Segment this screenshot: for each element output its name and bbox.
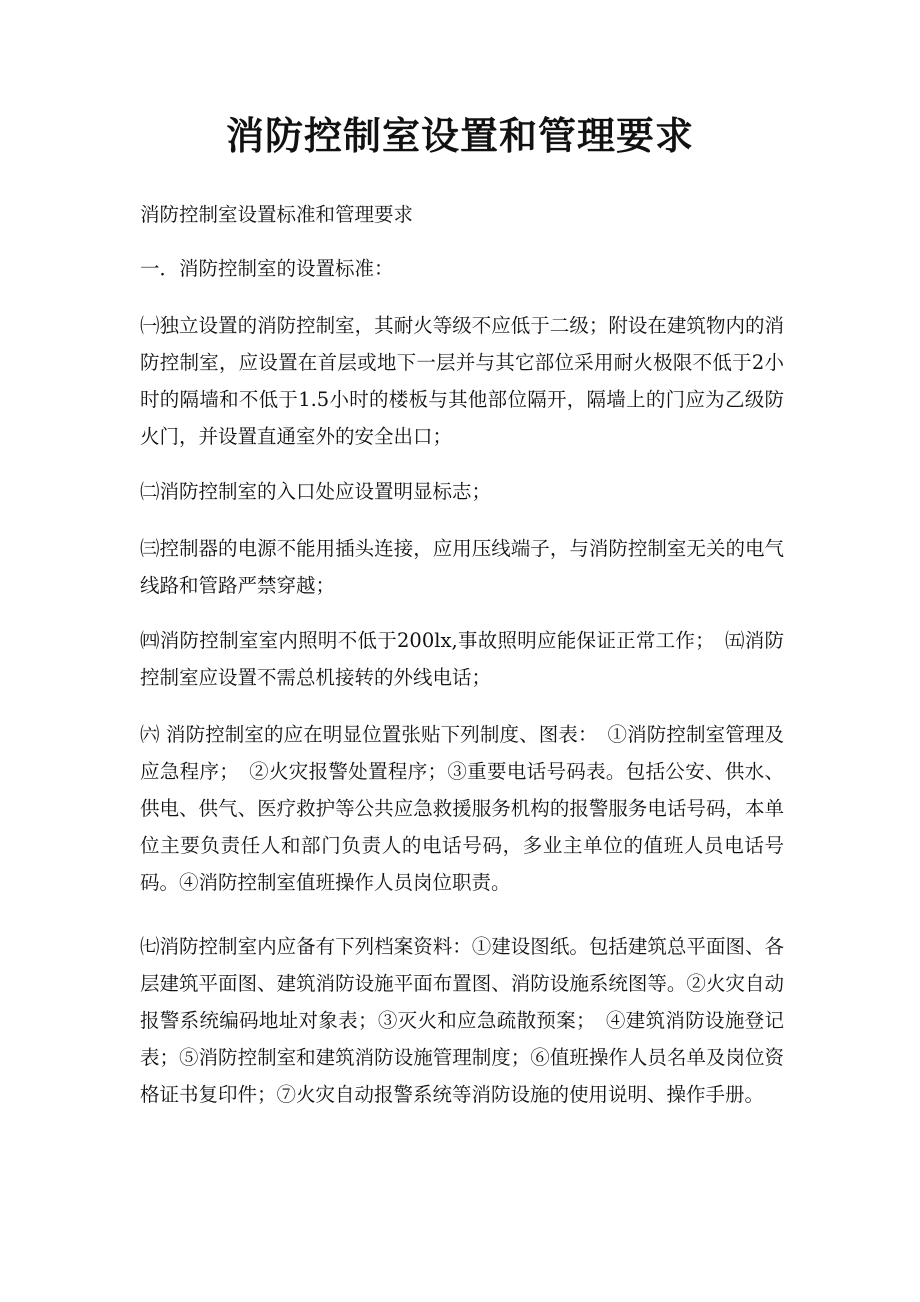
paragraph-item-4-5: ㈣消防控制室室内照明不低于200lx,事故照明应能保证正常工作； ㈤消防控制室应设置不需总机接转的外线电话；	[140, 629, 784, 689]
paragraph-item-1: ㈠独立设置的消防控制室，其耐火等级不应低于二级；附设在建筑物内的消防控制室，应设置在首层或地下一层并与其它部位采用耐火极限不低于2小时的隔墙和不低于1.5小时的楼板与其他部位隔开，隔墙上的门应为乙级防火门，并设置直通室外的安全出口；	[140, 314, 784, 448]
document-title: 消防控制室设置和管理要求	[225, 113, 694, 158]
paragraph-subtitle: 消防控制室设置标准和管理要求	[140, 203, 414, 226]
paragraph-item-2: ㈡消防控制室的入口处应设置明显标志；	[140, 480, 492, 503]
paragraph-item-3: ㈢控制器的电源不能用插头连接，应用压线端子，与消防控制室无关的电气线路和管路严禁穿越；	[140, 537, 784, 597]
paragraph-item-7: ㈦消防控制室内应备有下列档案资料：①建设图纸。包括建筑总平面图、各层建筑平面图、建筑消防设施平面布置图、消防设施系统图等。②火灾自动报警系统编码地址对象表；③灭火和应急疏散预案； ④建筑消防设施登记表；⑤消防控制室和建筑消防设施管理制度；⑥值班操作人员名单及岗位资格证书复印件；⑦火灾自动报警系统等消防设施的使用说明、操作手册。	[140, 935, 784, 1106]
paragraph-section-heading: 一．消防控制室的设置标准：	[140, 257, 394, 280]
paragraph-item-6: ㈥ 消防控制室的应在明显位置张贴下列制度、图表： ①消防控制室管理及应急程序； ②火灾报警处置程序；③重要电话号码表。包括公安、供水、供电、供气、医疗救护等公共应急救援服务机构的报警服务电话号码，本单位主要负责任人和部门负责人的电话号码，多业主单位的值班人员电话号码。④消防控制室值班操作人员岗位职责。	[140, 723, 784, 894]
